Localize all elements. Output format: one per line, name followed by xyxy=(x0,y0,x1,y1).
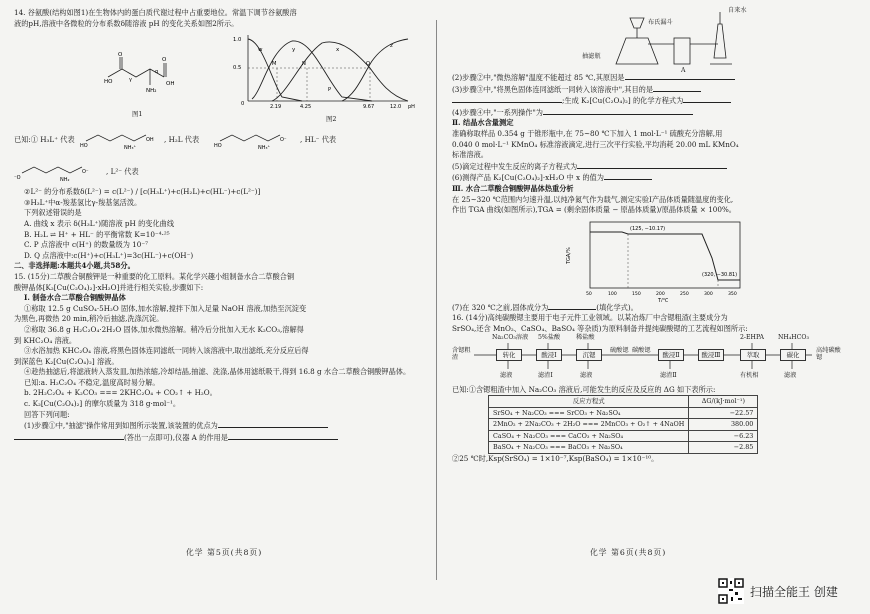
label-suction-flask: 抽滤瓶 xyxy=(582,53,601,60)
label-tap-water: 自来水 xyxy=(728,7,747,14)
fig2-curve-y: y xyxy=(292,47,296,54)
reaction-table xyxy=(488,395,758,454)
fig2-xtick-12: 12.0 xyxy=(390,104,402,111)
q15-sub-4: (4)步骤④中,"一系列操作"为 xyxy=(452,107,856,119)
option-c: C. P 点溶液中 c(H⁺) 的数量级为 10⁻⁷ xyxy=(24,240,148,250)
known-l: , L²⁻ 代表 xyxy=(106,167,139,177)
q15-sub-3b: ;生成 K₂[Cu(C₂O₄)₂] 的化学方程式为 xyxy=(452,95,856,107)
q15-part2-line-2: 0.040 0 mol·L⁻¹ KMnO₄ 标准溶液滴定,进行三次平行实验,平均消耗 20.00 mL KMnO₄ xyxy=(452,139,739,149)
answer-blank-3b[interactable] xyxy=(452,95,562,103)
flow-step-transform: 转化 xyxy=(496,349,522,361)
svg-text:O: O xyxy=(162,57,167,64)
table-cell-equation: 2MnO₂ + 2Na₂CO₃ + 2H₂O === 2MnCO₃ + O₂↑ + 4NaOH xyxy=(489,419,689,431)
svg-text:O⁻: O⁻ xyxy=(280,137,287,144)
flow-bottom-organic: 有机相 xyxy=(740,371,759,379)
flow-top-5-hcl: 5%盐酸 xyxy=(538,333,561,341)
svg-text:NH₂: NH₂ xyxy=(60,177,70,184)
answer-blank-3a[interactable] xyxy=(653,84,701,92)
table-row xyxy=(489,419,758,431)
filtration-apparatus-icon xyxy=(582,4,752,74)
q15-line-5: 为黑色,再微热 20 min,稍冷后抽滤,洗涤沉淀。 xyxy=(14,314,164,324)
fig2-ytick-05: 0.5 xyxy=(233,65,242,72)
q15-part3-line-2: 作出 TGA 曲线(如图所示),TGA = (剩余固体质量 − 原晶体质量)/原晶体质量 × 100%。 xyxy=(452,205,736,215)
fig1-structure xyxy=(104,47,194,97)
flow-bottom-filtrate-2: 滤液 xyxy=(580,371,593,379)
q15-line-9: 到深蓝色 K₂[Cu(C₂O₄)₂] 溶液。 xyxy=(14,356,119,366)
tga-xtick-150: 150 xyxy=(632,291,641,297)
q14-stem: 下列叙述错误的是 xyxy=(24,208,82,218)
flow-bottom-filtrate-3: 滤液 xyxy=(784,371,797,379)
flow-mid-srco3: 碳酸锶 xyxy=(632,346,651,354)
q15-part-2: Ⅱ. 结晶水含量测定 xyxy=(452,118,514,128)
fig2-point-P: P xyxy=(328,87,332,94)
flow-step-precipitate: 沉锶 xyxy=(576,349,602,361)
fig2-curve-w: w xyxy=(258,47,263,54)
table-row xyxy=(489,430,758,442)
q15-line-8: ③水浴加热 KHC₂O₄ 溶液,将黑色固体连同滤纸一同转入该溶液中,取出滤纸,充分反应后得 xyxy=(24,346,309,356)
svg-text:⁻O: ⁻O xyxy=(14,175,21,182)
table-cell-equation: CaSO₄ + Na₂CO₃ === CaCO₃ + Na₂SO₄ xyxy=(489,430,689,442)
known-h3l: 已知:① H₃L⁺ 代表 xyxy=(14,135,75,145)
flow-step-acid-leach-3: 酸浸Ⅲ xyxy=(698,349,724,361)
svg-text:NH₃⁺: NH₃⁺ xyxy=(124,145,137,152)
flow-bottom-residue-2: 滤渣Ⅱ xyxy=(660,371,677,379)
svg-text:O: O xyxy=(118,52,123,59)
structure-h3l-icon xyxy=(80,127,160,151)
tga-xtick-350: 350 xyxy=(728,291,737,297)
label-instrument-a: A xyxy=(681,67,686,74)
qr-code-icon xyxy=(718,578,744,604)
known-hl: , HL⁻ 代表 xyxy=(300,135,337,145)
q15-sub-5: (5)滴定过程中发生反应的离子方程式为 xyxy=(452,161,856,173)
table-header-equation: 反应方程式 xyxy=(489,396,689,408)
flow-top-na2co3: Na₂CO₃溶液 xyxy=(492,333,529,341)
table-row xyxy=(489,442,758,454)
q16-line-1: 16. (14分)高纯碳酸锶主要用于电子元件工业领域。以某冶炼厂中含锶粗渣(主要成分为 xyxy=(452,313,728,323)
q15-known-c: c. K₂[Cu(C₂O₄)₂] 的摩尔质量为 318 g·mol⁻¹。 xyxy=(24,399,181,409)
fig2-label: 图2 xyxy=(326,115,337,124)
flow-mid-srso4: 硫酸锶 xyxy=(610,346,629,354)
known-structures xyxy=(14,127,420,187)
footer-left: 化学 第5页(共8页) xyxy=(186,548,263,557)
q15-line-7: 到 KHC₂O₄ 溶液。 xyxy=(14,335,77,345)
eq2: ②L²⁻ 的分布系数δ(L²⁻) = c(L²⁻) / [c(H₃L⁺)+c(H₂L)+c(HL⁻)+c(L²⁻)] xyxy=(24,187,261,197)
tga-chart xyxy=(562,218,762,302)
fig2-chart xyxy=(232,31,420,113)
table-cell-dg: 380.00 xyxy=(689,419,758,431)
answer-blank-6[interactable] xyxy=(604,172,652,180)
table-header-row xyxy=(489,396,758,408)
left-column xyxy=(14,8,420,443)
fig2-x-axis-label: pH xyxy=(408,104,415,111)
section-2-title: 二、非选择题:本题共4小题,共58分。 xyxy=(14,261,135,271)
known-h2l: , H₂L 代表 xyxy=(164,135,200,145)
q15-known-b: b. 2H₂C₂O₄ + K₂CO₃ === 2KHC₂O₄ + CO₂↑ + H₂O。 xyxy=(24,388,217,398)
structure-h2l-icon xyxy=(214,127,294,151)
answer-blank-3c[interactable] xyxy=(683,95,731,103)
flow-top-nh4hco3: NH₄HCO₃ xyxy=(778,333,809,341)
tga-xtick-50: 50 xyxy=(586,291,592,297)
label-buchner-funnel: 布氏漏斗 xyxy=(648,19,673,26)
fig1-label: 图1 xyxy=(132,110,143,119)
option-b: B. H₂L ⇌ H⁺ + HL⁻ 的平衡常数 K=10⁻⁴·²⁵ xyxy=(24,229,170,239)
tga-x-label: T/℃ xyxy=(658,297,669,302)
q14-line-1: 14. 谷氨酸(结构如图1)在生物体内的蛋白质代谢过程中占重要地位。常温下调节谷氨酸溶 xyxy=(14,8,297,17)
flow-step-acid-leach-1: 酸浸Ⅰ xyxy=(536,349,562,361)
tga-xtick-200: 200 xyxy=(656,291,665,297)
svg-text:HO: HO xyxy=(80,143,88,150)
table-cell-equation: SrSO₄ + Na₂CO₃ === SrCO₃ + Na₂SO₄ xyxy=(489,407,689,419)
answer-blank-1a[interactable] xyxy=(218,420,328,428)
tga-point-2: (320, −30.81) xyxy=(702,271,738,278)
fig2-ytick-1: 1.0 xyxy=(233,37,242,44)
q15-line-6: ②称取 36.8 g H₂C₂O₄·2H₂O 固体,加水微热溶解。稍冷后分批加入无水 K₂CO₃,溶解得 xyxy=(24,324,304,334)
table-header-dg: ΔG/(kJ·mol⁻¹) xyxy=(689,396,758,408)
structure-hl-icon xyxy=(14,159,104,183)
q15-part2-line-1: 准确称取样品 0.354 g 于锥形瓶中,在 75~80 ℃下加入 1 mol·L⁻¹ 硫酸充分溶解,用 xyxy=(452,128,723,138)
table-cell-dg: −6.23 xyxy=(689,430,758,442)
svg-text:HO: HO xyxy=(214,143,222,150)
q15-line-2: 酸钾晶体[K₂[Cu(C₂O₄)₂]·xH₂O]并进行相关实验,步骤如下: xyxy=(14,282,204,292)
svg-text:NH₂: NH₂ xyxy=(146,88,157,95)
q15-sub-1b: (答出一点即可),仪器 A 的作用是 xyxy=(14,432,420,444)
fig2-curve-x: x xyxy=(336,47,340,54)
flow-top-dilute-hcl: 稀盐酸 xyxy=(576,333,595,341)
svg-text:NH₃⁺: NH₃⁺ xyxy=(258,145,271,152)
answer-blank-4[interactable] xyxy=(543,107,693,115)
tga-xtick-100: 100 xyxy=(608,291,617,297)
tga-point-1: (125, −10.17) xyxy=(630,225,666,232)
fig2-point-N: N xyxy=(302,61,306,68)
svg-text:γ: γ xyxy=(129,77,132,84)
fig2-curve-z: z xyxy=(390,43,393,50)
flow-step-extract: 萃取 xyxy=(740,349,766,361)
flow-end: 高纯碳酸锶 xyxy=(816,346,841,361)
fig2-xtick-425: 4.25 xyxy=(300,104,312,111)
flow-step-carbonize: 碳化 xyxy=(780,349,806,361)
q15-answer-prompt: 回答下列问题: xyxy=(24,409,70,419)
answer-blank-7[interactable] xyxy=(548,302,596,310)
q14-line-2: 液的pH,溶液中各微粒的分布系数δ随溶液 pH 的变化关系如图2所示。 xyxy=(14,18,239,28)
fig2-point-M: M xyxy=(272,61,277,68)
q16-known-2: ②25 ℃时,Ksp(SrSO₄) = 1×10⁻⁷,Ksp(BaSO₄) = 1×10⁻¹⁰。 xyxy=(452,454,659,464)
footer-right: 化学 第6页(共8页) xyxy=(590,548,667,557)
known3: ③H₃L⁺中α-羧基氢比γ-羧基氢活泼。 xyxy=(24,197,142,207)
flow-start: 含锶粗渣 xyxy=(452,346,471,361)
flow-bottom-residue-1: 滤渣Ⅰ xyxy=(538,371,553,379)
process-flow xyxy=(452,335,856,385)
q15-part-1: Ⅰ. 制备水合二草酸合铜酸钾晶体 xyxy=(24,293,126,303)
tga-xtick-300: 300 xyxy=(704,291,713,297)
option-d: D. Q 点溶液中:c(H⁺)+c(H₃L⁺)=3c(HL⁻)+c(OH⁻) xyxy=(24,250,194,260)
q15-sub-7: (7)在 320 ℃之前,固体成分为 (填化学式)。 xyxy=(452,302,638,312)
q15-part2-line-3: 标准溶液。 xyxy=(452,150,488,160)
column-divider xyxy=(436,20,437,580)
q15-part3-line-1: 在 25~320 ℃范围内匀速升温,以纯净氮气作为载气,测定实验Ⅰ产品体质量随温度的变化, xyxy=(452,194,734,204)
fig2-xtick-967: 9.67 xyxy=(363,104,375,111)
q15-known-a: 已知:a. H₂C₂O₄ 不稳定,温度高时易分解。 xyxy=(24,377,160,387)
scanner-watermark: 扫描全能王 创建 xyxy=(750,585,838,599)
table-cell-dg: −2.85 xyxy=(689,442,758,454)
q15-sub-1: (1)步骤①中,"抽滤"操作常用到如图所示装置,该装置的优点为 xyxy=(14,420,420,432)
table-cell-equation: BaSO₄ + Na₂CO₃ === BaCO₃ + Na₂SO₄ xyxy=(489,442,689,454)
svg-text:HO: HO xyxy=(104,79,113,86)
fig2-ytick-0: 0 xyxy=(241,101,245,108)
q16-line-2: SrSO₄,还含 MnO₂、CaSO₄、BaSO₄ 等杂质)为原料制备并提纯碳酸锶的工艺流程如图所示: xyxy=(452,323,748,333)
q15-line-1: 15. (15分)二草酸合铜酸钾是一种重要的化工原料。某化学兴趣小组制备水合二草酸合铜 xyxy=(14,271,295,281)
table-row xyxy=(489,407,758,419)
answer-blank-1c[interactable] xyxy=(228,432,338,440)
flow-bottom-filtrate-1: 滤液 xyxy=(500,371,513,379)
svg-text:α: α xyxy=(155,69,159,76)
tga-y-label: TGA/% xyxy=(566,246,572,264)
svg-text:O⁻: O⁻ xyxy=(82,169,89,176)
tga-figure xyxy=(452,216,856,302)
q15-part-3: Ⅲ. 水合二草酸合铜酸钾晶体热重分析 xyxy=(452,183,574,193)
filtration-apparatus xyxy=(452,4,856,72)
q15-sub-6: (6)测得产品 K₂[Cu(C₂O₄)₂]·xH₂O 中 x 的值为 xyxy=(452,172,856,184)
fig2-point-Q: Q xyxy=(366,61,371,68)
table-cell-dg: −22.57 xyxy=(689,407,758,419)
svg-text:OH: OH xyxy=(146,137,154,144)
fig2-xtick-219: 2.19 xyxy=(270,104,282,111)
option-a: A. 曲线 x 表示 δ(H₃L⁺)随溶液 pH 的变化曲线 xyxy=(24,218,175,228)
flow-step-acid-leach-2: 酸浸Ⅱ xyxy=(658,349,684,361)
answer-blank-5[interactable] xyxy=(577,161,727,169)
right-column xyxy=(452,7,856,465)
figure-row xyxy=(14,29,420,124)
svg-text:OH: OH xyxy=(166,81,175,88)
tga-xtick-250: 250 xyxy=(680,291,689,297)
q15-line-10: ④趁热抽滤后,将滤液转入蒸发皿,加热浓缩,冷却结晶,抽滤、洗涤,晶体用滤纸吸干,得到 16.8 g 水合二草酸合铜酸钾晶体。 xyxy=(24,367,411,377)
q15-sub-3: (3)步骤③中,"将黑色固体连同滤纸一同转入该溶液中",其目的是 xyxy=(452,84,856,96)
q16-known-1: 已知:①含锶粗渣中加入 Na₂CO₃ 溶液后,可能发生的反应及反应的 ΔG 如下表所示: xyxy=(452,384,716,394)
q15-sub-2: (2)步骤②中,"微热溶解"温度不能超过 85 ℃,其原因是 xyxy=(452,72,856,84)
q15-line-4: ①称取 12.5 g CuSO₄·5H₂O 固体,加水溶解,搅拌下加入足量 NaOH 溶液,加热至沉淀变 xyxy=(24,303,307,313)
flow-top-2-ehpa: 2-EHPA xyxy=(740,333,765,341)
answer-blank-1b[interactable] xyxy=(14,432,124,440)
